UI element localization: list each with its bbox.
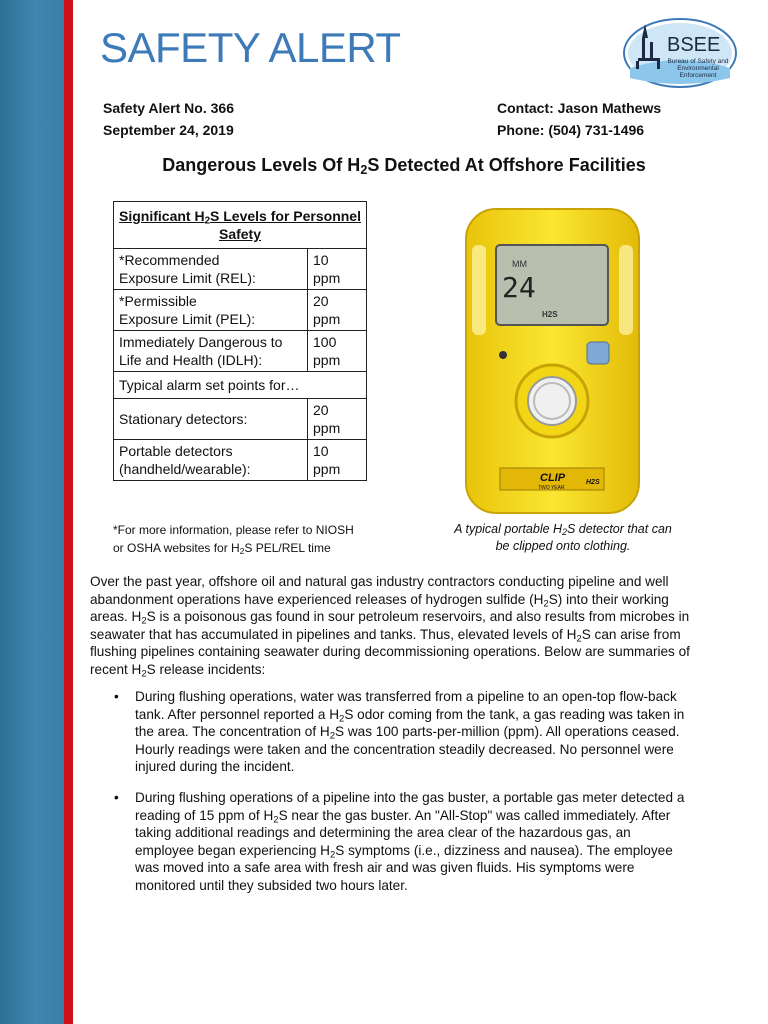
heading-subscript: 2 [360, 163, 368, 178]
table-row-alarm-heading [114, 372, 367, 399]
table-header-sub: 2 [204, 215, 211, 227]
table-row [114, 290, 367, 331]
para-sub: 2 [576, 633, 582, 645]
row-value-number: 20 [313, 402, 329, 418]
incident-list [90, 688, 690, 908]
table-footnote [113, 521, 383, 557]
main-heading [0, 155, 768, 176]
logo-subtitle-2: Environmental [677, 65, 719, 72]
caption-sub: 2 [562, 527, 567, 538]
para-sub: 2 [141, 615, 147, 627]
item-text: S odor coming from the tank, a gas reading was taken in the area. The concentration of H [135, 706, 685, 740]
row-value [308, 249, 367, 290]
caption-text-end: S detector that can be clipped onto clothing. [495, 522, 672, 553]
row-label-line: Exposure Limit (PEL): [119, 311, 256, 327]
row-value-number: 10 [313, 443, 329, 459]
item-text: During flushing operations of a pipeline into the gas buster, a portable gas meter detected a reading of 15 ppm of H [135, 789, 685, 823]
item-text: S symptoms (i.e., dizziness and nausea). The employee was moved into a safe area with fresh air and was given fluids. His symptoms were monitored until they subsided two hours later. [135, 842, 673, 893]
caption-text: A typical portable H [454, 522, 563, 536]
bsee-logo [622, 18, 738, 88]
row-label-line: *Recommended [119, 252, 220, 268]
row-label-line: Immediately Dangerous to [119, 334, 283, 350]
list-item [90, 789, 690, 895]
contact-name: Contact: Jason Mathews [497, 100, 662, 116]
heading-text: Dangerous Levels Of H [162, 155, 361, 175]
row-label-line: *Permissible [119, 293, 197, 309]
brand-sub: TWO YEAR [538, 485, 565, 491]
row-label [114, 290, 308, 331]
footnote-line: *For more information, please refer to NIOSH [113, 523, 354, 537]
footnote-line [113, 539, 383, 557]
alarm-heading: Typical alarm set points for… [114, 372, 367, 399]
page-title: SAFETY ALERT [100, 24, 401, 71]
h2s-detector-image [460, 205, 645, 517]
row-label [114, 399, 308, 440]
row-value [308, 399, 367, 440]
row-value-unit: ppm [313, 270, 341, 286]
table-row [114, 399, 367, 440]
row-label [114, 331, 308, 372]
row-value [308, 331, 367, 372]
row-value-number: 20 [313, 293, 329, 309]
para-text: S release incidents: [146, 661, 266, 677]
alert-meta [103, 97, 234, 141]
footnote-sub: 2 [239, 546, 245, 557]
table-row [114, 249, 367, 290]
para-text: S) into their working areas. H [90, 591, 669, 625]
row-label-line: (handheld/wearable): [119, 461, 251, 477]
table-header-row [114, 202, 367, 249]
sidebar-blue-band [0, 0, 64, 1024]
logo-text: BSEE [667, 34, 721, 56]
alert-number: Safety Alert No. 366 [103, 100, 234, 116]
table-row [114, 331, 367, 372]
row-label [114, 440, 308, 481]
para-text: S is a poisonous gas found in sour petroleum reservoirs, and also results from microbes in seawater that has accumulated in pipelines and tanks. Thus, elevated levels of H [90, 609, 690, 642]
bullet-icon: • [114, 689, 119, 704]
alert-date: September 24, 2019 [103, 122, 234, 138]
logo-subtitle-1: Bureau of Safety and [667, 58, 729, 65]
table-header-text-end: S Levels for Personnel Safety [210, 208, 361, 242]
para-sub: 2 [543, 597, 549, 609]
item-sub: 2 [339, 712, 345, 724]
display-unit: MM [512, 259, 527, 269]
heading-text-end: S Detected At Offshore Facilities [367, 155, 646, 175]
logo-subtitle-3: Enforcement [679, 72, 717, 79]
item-text: S near the gas buster. An "All-Stop" was called immediately. After taking additional readings and determining the area clear of the hazardous gas, an employee began experiencing H [135, 807, 671, 858]
brand-text: CLIP [540, 472, 566, 484]
row-value-unit: ppm [313, 352, 341, 368]
row-label-line: Stationary detectors: [119, 411, 248, 427]
para-text: Over the past year, offshore oil and natural gas industry contractors conducting pipeline and well abandonment operations have experienced releases of hydrogen sulfide (H [90, 574, 669, 607]
row-value [308, 290, 367, 331]
row-value-unit: ppm [313, 311, 341, 327]
row-label-line: Exposure Limit (REL): [119, 270, 256, 286]
row-label-line: Portable detectors [119, 443, 233, 459]
sidebar-red-stripe [64, 0, 73, 1024]
intro-paragraph [90, 573, 690, 679]
detector-caption [448, 521, 678, 555]
footnote-text-end: S PEL/REL time [244, 541, 331, 555]
list-item [90, 688, 690, 776]
display-value: 24 [502, 271, 536, 304]
table-header [114, 202, 367, 249]
table-row [114, 440, 367, 481]
sidebar-white-stripe [73, 0, 76, 1024]
row-value [308, 440, 367, 481]
display-gas: H2S [542, 310, 558, 319]
bullet-icon: • [114, 789, 119, 805]
contact-phone: Phone: (504) 731-1496 [497, 122, 645, 138]
table-header-text: Significant H [119, 208, 205, 224]
para-text: S can arise from flushing pipelines containing seawater during decommissioning operations. Below are summaries of recent H [90, 626, 690, 677]
detector-button-icon [587, 342, 609, 364]
row-label-line: Life and Health (IDLH): [119, 352, 263, 368]
row-label [114, 249, 308, 290]
item-sub: 2 [329, 849, 336, 861]
row-value-number: 100 [313, 334, 337, 350]
footnote-text: or OSHA websites for H [113, 541, 240, 555]
item-text: S was 100 parts-per-million (ppm). All operations ceased. Hourly readings were taken and the concentration steadily decreased. No personnel were injured during the incident. [135, 724, 680, 775]
row-value-number: 10 [313, 252, 329, 268]
item-text: During flushing operations, water was transferred from a pipeline to an open-top flow-back tank. After personnel reported a H [135, 689, 677, 722]
item-sub: 2 [273, 813, 279, 825]
h2s-levels-table [113, 201, 367, 481]
sensor-icon [528, 377, 576, 425]
row-value-unit: ppm [313, 461, 341, 477]
contact-meta [497, 97, 661, 141]
row-value-unit: ppm [313, 420, 341, 436]
para-sub: 2 [141, 668, 147, 680]
item-sub: 2 [329, 730, 336, 742]
brand-gas: H2S [586, 479, 600, 486]
